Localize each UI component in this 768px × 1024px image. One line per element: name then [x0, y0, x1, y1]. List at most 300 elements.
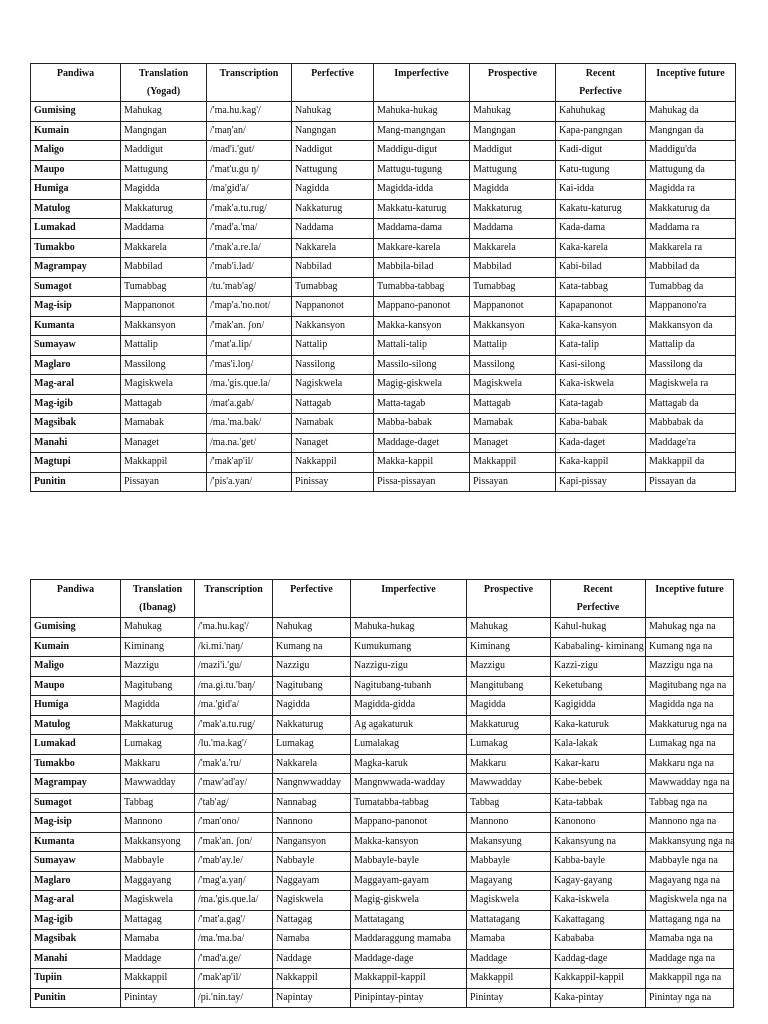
transcription-cell: /lu.'ma.kag'/: [195, 735, 273, 755]
table-row: [31, 657, 734, 677]
perfective-cell: Naddigut: [292, 141, 374, 161]
transcription-cell: /'man'ono/: [195, 813, 273, 833]
inceptive-future-cell: Makkaturug da: [646, 199, 736, 219]
verb-cell: Punitin: [31, 988, 121, 1008]
recent-perfective-cell: Kabababa: [551, 930, 646, 950]
verb-cell: Mag-isip: [31, 813, 121, 833]
table-row: [31, 277, 736, 297]
perfective-cell: Nagitubang: [273, 676, 351, 696]
prospective-cell: Mabbilad: [470, 258, 556, 278]
recent-perfective-cell: Kata-tabbag: [556, 277, 646, 297]
perfective-cell: Nazzigu: [273, 657, 351, 677]
verb-cell: Magsibak: [31, 930, 121, 950]
recent-perfective-cell: Kagigidda: [551, 696, 646, 716]
table-row: [31, 141, 736, 161]
inceptive-future-cell: Makkansyung nga na: [646, 832, 734, 852]
recent-perfective-cell: Kata-tabbak: [551, 793, 646, 813]
recent-perfective-cell: Kakkappil-kappil: [551, 969, 646, 989]
recent-perfective-cell: Kadi-digut: [556, 141, 646, 161]
perfective-cell: Lumakag: [273, 735, 351, 755]
translation-cell: Magidda: [121, 180, 207, 200]
prospective-cell: Magiskwela: [467, 891, 551, 911]
verb-cell: Maglaro: [31, 355, 121, 375]
perfective-cell: Naggayam: [273, 871, 351, 891]
translation-cell: Mattagag: [121, 910, 195, 930]
recent-perfective-header: [556, 64, 646, 102]
imperfective-header: [374, 64, 470, 102]
inceptive-future-cell: Maddama ra: [646, 219, 736, 239]
header-label: Translation: [138, 68, 189, 79]
perfective-cell: Nakkappil: [292, 453, 374, 473]
table-row: [31, 238, 736, 258]
translation-cell: Tumabbag: [121, 277, 207, 297]
verb-cell: Maglaro: [31, 871, 121, 891]
translation-header: [121, 64, 207, 102]
inceptive-future-cell: Mattugung da: [646, 160, 736, 180]
inceptive-future-cell: Maddage nga na: [646, 949, 734, 969]
recent-perfective-cell: Kaka-kansyon: [556, 316, 646, 336]
transcription-cell: /ma'gid'a/: [207, 180, 292, 200]
prospective-header: [467, 580, 551, 618]
table-row: [31, 199, 736, 219]
header-label: Pandiwa: [56, 68, 95, 79]
inceptive-future-cell: Mangngan da: [646, 121, 736, 141]
recent-perfective-cell: Kakansyung na: [551, 832, 646, 852]
transcription-cell: /mat'a.gab/: [207, 394, 292, 414]
table-row: [31, 453, 736, 473]
prospective-cell: Mangitubang: [467, 676, 551, 696]
verb-cell: Magtupi: [31, 453, 121, 473]
prospective-cell: Mattatagang: [467, 910, 551, 930]
inceptive-future-cell: Maddigu'da: [646, 141, 736, 161]
verb-cell: Lumakad: [31, 219, 121, 239]
prospective-cell: Makkappil: [470, 453, 556, 473]
perfective-cell: Namaba: [273, 930, 351, 950]
inceptive-future-cell: Mattagang nga na: [646, 910, 734, 930]
verb-cell: Mag-igib: [31, 394, 121, 414]
recent-perfective-cell: Kazzi-zigu: [551, 657, 646, 677]
transcription-cell: /'mak'a.'ru/: [195, 754, 273, 774]
header-label: Imperfective: [394, 68, 449, 79]
recent-perfective-cell: Kata-talip: [556, 336, 646, 356]
translation-cell: Mahukag: [121, 102, 207, 122]
table-row: [31, 910, 734, 930]
prospective-cell: Makansyung: [467, 832, 551, 852]
pandiwa-header: [31, 64, 121, 102]
translation-cell: Kiminang: [121, 637, 195, 657]
table-row: [31, 219, 736, 239]
header-label: Perfective: [290, 584, 333, 595]
translation-cell: Makkansyon: [121, 316, 207, 336]
inceptive-future-header: [646, 64, 736, 102]
recent-perfective-cell: Kaddag-dage: [551, 949, 646, 969]
recent-perfective-cell: Kai-idda: [556, 180, 646, 200]
perfective-cell: Nahukag: [273, 618, 351, 638]
recent-perfective-cell: Kaka-iskwela: [556, 375, 646, 395]
perfective-header: [273, 580, 351, 618]
perfective-cell: Nakkarela: [292, 238, 374, 258]
header-label: Prospective: [483, 584, 534, 595]
imperfective-cell: Nazzigu-zigu: [351, 657, 467, 677]
table-row: [31, 121, 736, 141]
verb-cell: Maupo: [31, 160, 121, 180]
recent-perfective-cell: Kakatu-katurug: [556, 199, 646, 219]
table-row: [31, 160, 736, 180]
transcription-cell: /tu.'mab'ag/: [207, 277, 292, 297]
recent-perfective-cell: Kahuhukag: [556, 102, 646, 122]
transcription-header: [195, 580, 273, 618]
recent-perfective-cell: Kata-tagab: [556, 394, 646, 414]
inceptive-future-cell: Lumakag nga na: [646, 735, 734, 755]
verb-cell: Punitin: [31, 472, 121, 492]
table-row: [31, 949, 734, 969]
translation-cell: Pinintay: [121, 988, 195, 1008]
verb-cell: Maligo: [31, 657, 121, 677]
translation-cell: Lumakag: [121, 735, 195, 755]
table-row: [31, 258, 736, 278]
imperfective-cell: Matta-tagab: [374, 394, 470, 414]
translation-cell: Mattagab: [121, 394, 207, 414]
inceptive-future-cell: Magidda nga na: [646, 696, 734, 716]
prospective-cell: Mabbayle: [467, 852, 551, 872]
table-row: [31, 813, 734, 833]
prospective-cell: Magidda: [467, 696, 551, 716]
imperfective-cell: Mabba-babak: [374, 414, 470, 434]
imperfective-cell: Magidda-idda: [374, 180, 470, 200]
imperfective-cell: Makka-kansyon: [374, 316, 470, 336]
verb-cell: Magrampay: [31, 774, 121, 794]
translation-cell: Magiskwela: [121, 375, 207, 395]
recent-perfective-cell: Kakar-karu: [551, 754, 646, 774]
table-row: [31, 696, 734, 716]
table-row: [31, 735, 734, 755]
translation-cell: Magiskwela: [121, 891, 195, 911]
imperfective-cell: Pinipintay-pintay: [351, 988, 467, 1008]
imperfective-cell: Makkare-karela: [374, 238, 470, 258]
verb-cell: Tumakbo: [31, 238, 121, 258]
verb-cell: Mag-isip: [31, 297, 121, 317]
imperfective-cell: Mattali-talip: [374, 336, 470, 356]
imperfective-cell: Mang-mangngan: [374, 121, 470, 141]
translation-cell: Massilong: [121, 355, 207, 375]
perfective-cell: Nabbilad: [292, 258, 374, 278]
verb-cell: Tumakbo: [31, 754, 121, 774]
prospective-cell: Kiminang: [467, 637, 551, 657]
transcription-cell: /'map'a.'no.not/: [207, 297, 292, 317]
translation-cell: Maddigut: [121, 141, 207, 161]
transcription-header: [207, 64, 292, 102]
imperfective-cell: Makka-kansyon: [351, 832, 467, 852]
perfective-cell: Naddage: [273, 949, 351, 969]
recent-perfective-cell: Kapi-pissay: [556, 472, 646, 492]
transcription-cell: /ma.'ma.ba/: [195, 930, 273, 950]
prospective-cell: Mattugung: [470, 160, 556, 180]
transcription-cell: /mazi'i.'gu/: [195, 657, 273, 677]
translation-cell: Maddage: [121, 949, 195, 969]
imperfective-cell: Pissa-pissayan: [374, 472, 470, 492]
imperfective-cell: Mahuka-hukag: [351, 618, 467, 638]
translation-cell: Maggayang: [121, 871, 195, 891]
transcription-cell: /ma.'ma.bak/: [207, 414, 292, 434]
inceptive-future-cell: Mabbilad da: [646, 258, 736, 278]
inceptive-future-cell: Makkansyon da: [646, 316, 736, 336]
prospective-cell: Tumabbag: [470, 277, 556, 297]
table-row: [31, 297, 736, 317]
yogad-verb-table: [30, 63, 736, 492]
verb-cell: Matulog: [31, 199, 121, 219]
imperfective-cell: Lumalakag: [351, 735, 467, 755]
imperfective-cell: Mappano-panonot: [351, 813, 467, 833]
inceptive-future-cell: Magayang nga na: [646, 871, 734, 891]
verb-cell: Kumain: [31, 121, 121, 141]
perfective-cell: Nakkappil: [273, 969, 351, 989]
translation-cell: Mawwadday: [121, 774, 195, 794]
recent-perfective-cell: Keketubang: [551, 676, 646, 696]
prospective-cell: Mamabak: [470, 414, 556, 434]
table-row: [31, 180, 736, 200]
transcription-cell: /'pis'a.yan/: [207, 472, 292, 492]
table-row: [31, 793, 734, 813]
prospective-cell: Mangngan: [470, 121, 556, 141]
inceptive-future-cell: Makkarela ra: [646, 238, 736, 258]
verb-cell: Kumanta: [31, 316, 121, 336]
transcription-cell: /'maŋ'an/: [207, 121, 292, 141]
transcription-cell: /'ma.hu.kag'/: [195, 618, 273, 638]
verb-cell: Tupiin: [31, 969, 121, 989]
perfective-cell: Kumang na: [273, 637, 351, 657]
transcription-cell: /'mak'a.tu.rug/: [195, 715, 273, 735]
inceptive-future-cell: Mabbayle nga na: [646, 852, 734, 872]
transcription-cell: /'mab'ay.le/: [195, 852, 273, 872]
header-label: Pandiwa: [56, 584, 95, 595]
inceptive-future-cell: Mannono nga na: [646, 813, 734, 833]
inceptive-future-cell: Magiskwela nga na: [646, 891, 734, 911]
prospective-cell: Massilong: [470, 355, 556, 375]
imperfective-header: [351, 580, 467, 618]
recent-perfective-cell: Kada-daget: [556, 433, 646, 453]
translation-cell: Makkappil: [121, 969, 195, 989]
prospective-cell: Mattalip: [470, 336, 556, 356]
table-row: [31, 472, 736, 492]
transcription-cell: /'mat'a.lip/: [207, 336, 292, 356]
verb-cell: Manahi: [31, 949, 121, 969]
transcription-cell: /'mak'a.re.la/: [207, 238, 292, 258]
prospective-cell: Lumakag: [467, 735, 551, 755]
prospective-cell: Makkaturug: [470, 199, 556, 219]
translation-cell: Makkappil: [121, 453, 207, 473]
verb-cell: Sumagot: [31, 793, 121, 813]
recent-perfective-cell: Kababaling- kiminang: [551, 637, 646, 657]
perfective-cell: Nakkaturug: [273, 715, 351, 735]
prospective-cell: Mawwadday: [467, 774, 551, 794]
header-label: Recent: [583, 584, 613, 595]
perfective-cell: Nagiskwela: [273, 891, 351, 911]
header-row: [31, 580, 734, 618]
translation-cell: Mannono: [121, 813, 195, 833]
prospective-cell: Makkarela: [470, 238, 556, 258]
perfective-cell: Nabbayle: [273, 852, 351, 872]
verb-cell: Maligo: [31, 141, 121, 161]
inceptive-future-cell: Mappanono'ra: [646, 297, 736, 317]
inceptive-future-cell: Mahukag da: [646, 102, 736, 122]
prospective-cell: Maddage: [467, 949, 551, 969]
verb-cell: Kumanta: [31, 832, 121, 852]
translation-cell: Maddama: [121, 219, 207, 239]
imperfective-cell: Mabbayle-bayle: [351, 852, 467, 872]
perfective-cell: Nakkarela: [273, 754, 351, 774]
inceptive-future-cell: Pissayan da: [646, 472, 736, 492]
table-row: [31, 715, 734, 735]
table-row: [31, 871, 734, 891]
perfective-cell: Nannabag: [273, 793, 351, 813]
perfective-cell: Napintay: [273, 988, 351, 1008]
recent-perfective-cell: Kaka-karela: [556, 238, 646, 258]
recent-perfective-cell: Kasi-silong: [556, 355, 646, 375]
imperfective-cell: Mabbila-bilad: [374, 258, 470, 278]
transcription-cell: /ma.'gid'a/: [195, 696, 273, 716]
table-row: [31, 618, 734, 638]
table-row: [31, 988, 734, 1008]
transcription-cell: /'mak'an. ʃon/: [207, 316, 292, 336]
translation-header: [121, 580, 195, 618]
inceptive-future-cell: Massilong da: [646, 355, 736, 375]
recent-perfective-cell: Kapa-pangngan: [556, 121, 646, 141]
imperfective-cell: Magig-giskwela: [351, 891, 467, 911]
recent-perfective-cell: Katu-tugung: [556, 160, 646, 180]
header-label: Imperfective: [381, 584, 436, 595]
recent-perfective-cell: Kabba-bayle: [551, 852, 646, 872]
table-row: [31, 930, 734, 950]
transcription-cell: /'mag'a.yaŋ/: [195, 871, 273, 891]
inceptive-future-cell: Mawwadday nga na: [646, 774, 734, 794]
table-row: [31, 355, 736, 375]
perfective-cell: Nangansyon: [273, 832, 351, 852]
inceptive-future-cell: Maddage'ra: [646, 433, 736, 453]
translation-cell: Mamabak: [121, 414, 207, 434]
perfective-cell: Nangngan: [292, 121, 374, 141]
inceptive-future-cell: Mahukag nga na: [646, 618, 734, 638]
translation-cell: Magidda: [121, 696, 195, 716]
imperfective-cell: Maggayam-gayam: [351, 871, 467, 891]
ibanag-verb-table: [30, 579, 734, 1008]
perfective-cell: Nagidda: [292, 180, 374, 200]
prospective-cell: Magidda: [470, 180, 556, 200]
header-label: Prospective: [487, 68, 538, 79]
table-row: [31, 375, 736, 395]
transcription-cell: /'tab'ag/: [195, 793, 273, 813]
prospective-cell: Tabbag: [467, 793, 551, 813]
perfective-cell: Nattagab: [292, 394, 374, 414]
prospective-cell: Makkaturug: [467, 715, 551, 735]
recent-perfective-cell: Kakattagang: [551, 910, 646, 930]
header-label: Perfective: [576, 602, 620, 613]
recent-perfective-cell: Kabe-bebek: [551, 774, 646, 794]
transcription-cell: /'mak'ap'il/: [207, 453, 292, 473]
imperfective-cell: Maddama-dama: [374, 219, 470, 239]
table-row: [31, 316, 736, 336]
table-header: [31, 64, 736, 102]
recent-perfective-cell: Kabi-bilad: [556, 258, 646, 278]
transcription-cell: /'mat'a.gag'/: [195, 910, 273, 930]
table-row: [31, 102, 736, 122]
table-row: [31, 832, 734, 852]
header-label: Inceptive future: [655, 584, 724, 595]
prospective-cell: Pissayan: [470, 472, 556, 492]
perfective-header: [292, 64, 374, 102]
imperfective-cell: Kumukumang: [351, 637, 467, 657]
translation-cell: Mabbayle: [121, 852, 195, 872]
translation-cell: Tabbag: [121, 793, 195, 813]
verb-cell: Gumising: [31, 102, 121, 122]
perfective-cell: Nattugung: [292, 160, 374, 180]
transcription-cell: /'mak'a.tu.rug/: [207, 199, 292, 219]
table-row: [31, 336, 736, 356]
imperfective-cell: Mattugu-tugung: [374, 160, 470, 180]
verb-cell: Manahi: [31, 433, 121, 453]
perfective-cell: Nannono: [273, 813, 351, 833]
header-label: Perfective: [579, 86, 622, 97]
header-label: Transcription: [219, 68, 279, 79]
prospective-cell: Pinintay: [467, 988, 551, 1008]
transcription-cell: /ma.gi.tu.'baŋ/: [195, 676, 273, 696]
perfective-cell: Nangnwwadday: [273, 774, 351, 794]
perfective-cell: Pinissay: [292, 472, 374, 492]
table-row: [31, 676, 734, 696]
imperfective-cell: Makka-kappil: [374, 453, 470, 473]
perfective-cell: Nanaget: [292, 433, 374, 453]
table-row: [31, 774, 734, 794]
recent-perfective-cell: Kaba-babak: [556, 414, 646, 434]
translation-cell: Mamaba: [121, 930, 195, 950]
imperfective-cell: Tumabba-tabbag: [374, 277, 470, 297]
inceptive-future-header: [646, 580, 734, 618]
recent-perfective-cell: Kaka-pintay: [551, 988, 646, 1008]
inceptive-future-cell: Pinintay nga na: [646, 988, 734, 1008]
perfective-cell: Nattalip: [292, 336, 374, 356]
verb-cell: Magrampay: [31, 258, 121, 278]
imperfective-cell: Tumatabba-tabbag: [351, 793, 467, 813]
translation-cell: Makkaturug: [121, 715, 195, 735]
translation-cell: Mattalip: [121, 336, 207, 356]
transcription-cell: /'mak'an. ʃon/: [195, 832, 273, 852]
inceptive-future-cell: Kumang nga na: [646, 637, 734, 657]
transcription-cell: /'mad'a.ge/: [195, 949, 273, 969]
perfective-cell: Nassilong: [292, 355, 374, 375]
imperfective-cell: Maddage-daget: [374, 433, 470, 453]
perfective-cell: Namabak: [292, 414, 374, 434]
imperfective-cell: Magig-giskwela: [374, 375, 470, 395]
inceptive-future-cell: Makkaturug nga na: [646, 715, 734, 735]
verb-cell: Matulog: [31, 715, 121, 735]
prospective-header: [470, 64, 556, 102]
inceptive-future-cell: Makkappil nga na: [646, 969, 734, 989]
imperfective-cell: Maddigu-digut: [374, 141, 470, 161]
recent-perfective-cell: Kapapanonot: [556, 297, 646, 317]
prospective-cell: Mamaba: [467, 930, 551, 950]
prospective-cell: Mahukag: [470, 102, 556, 122]
transcription-cell: /'maw'ad'ay/: [195, 774, 273, 794]
imperfective-cell: Ag agakaturuk: [351, 715, 467, 735]
translation-cell: Makkaru: [121, 754, 195, 774]
inceptive-future-cell: Magitubang nga na: [646, 676, 734, 696]
verb-cell: Lumakad: [31, 735, 121, 755]
recent-perfective-cell: Kada-dama: [556, 219, 646, 239]
table-header: [31, 580, 734, 618]
transcription-cell: /pi.'nin.tay/: [195, 988, 273, 1008]
transcription-cell: /'mat'u.gu ŋ/: [207, 160, 292, 180]
translation-cell: Mahukag: [121, 618, 195, 638]
verb-cell: Gumising: [31, 618, 121, 638]
